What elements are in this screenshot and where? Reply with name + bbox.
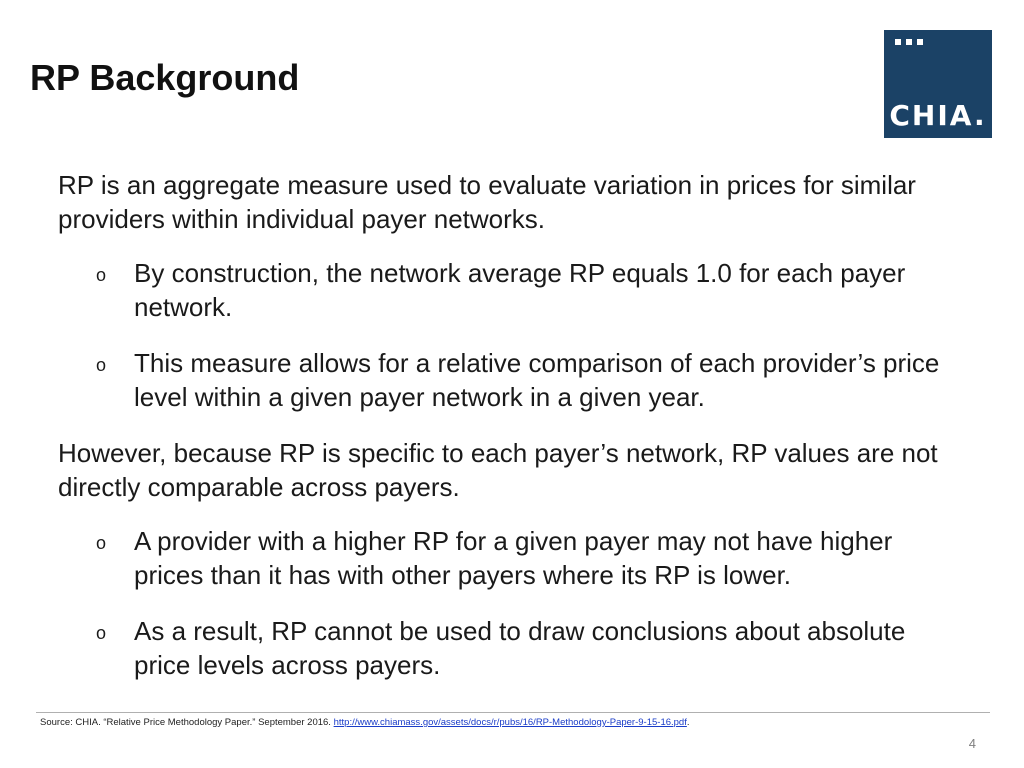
logo-dots-icon (895, 39, 923, 45)
bullet-1 (58, 256, 958, 324)
chia-logo (884, 30, 992, 138)
logo-text: CHIA. (889, 99, 987, 132)
page-number: 4 (968, 736, 976, 751)
source-suffix: . (686, 717, 690, 728)
bullet-circle-icon: o (96, 533, 107, 553)
bullet-circle-icon: o (96, 355, 107, 375)
source-citation (40, 716, 690, 730)
bullet-3 (58, 524, 958, 592)
bullet-text: As a result, RP cannot be used to draw conclusions about absolute price levels across payers. (134, 616, 906, 680)
bullet-4 (58, 614, 958, 682)
source-prefix: Source: CHIA. “Relative Price Methodology Paper.” September 2016. (40, 717, 334, 728)
source-link[interactable]: http://www.chiamass.gov/assets/docs/r/pubs/16/RP-Methodology-Paper-9-15-16.pdf (333, 717, 687, 728)
slide-title: RP Background (30, 57, 300, 98)
footer-divider (36, 712, 990, 713)
bullet-text: A provider with a higher RP for a given payer may not have higher prices than it has with other payers where its RP is lower. (134, 526, 893, 590)
paragraph-2: However, because RP is specific to each payer’s network, RP values are not directly comparable across payers. (58, 438, 938, 502)
paragraph-1: RP is an aggregate measure used to evaluate variation in prices for similar providers within individual payer networks. (58, 170, 916, 234)
bullet-text: This measure allows for a relative comparison of each provider’s price level within a given payer network in a given year. (134, 348, 940, 412)
bullet-2 (58, 346, 958, 414)
slide-content (58, 168, 958, 704)
bullet-circle-icon: o (96, 265, 107, 285)
bullet-circle-icon: o (96, 623, 107, 643)
bullet-text: By construction, the network average RP equals 1.0 for each payer network. (134, 258, 906, 322)
